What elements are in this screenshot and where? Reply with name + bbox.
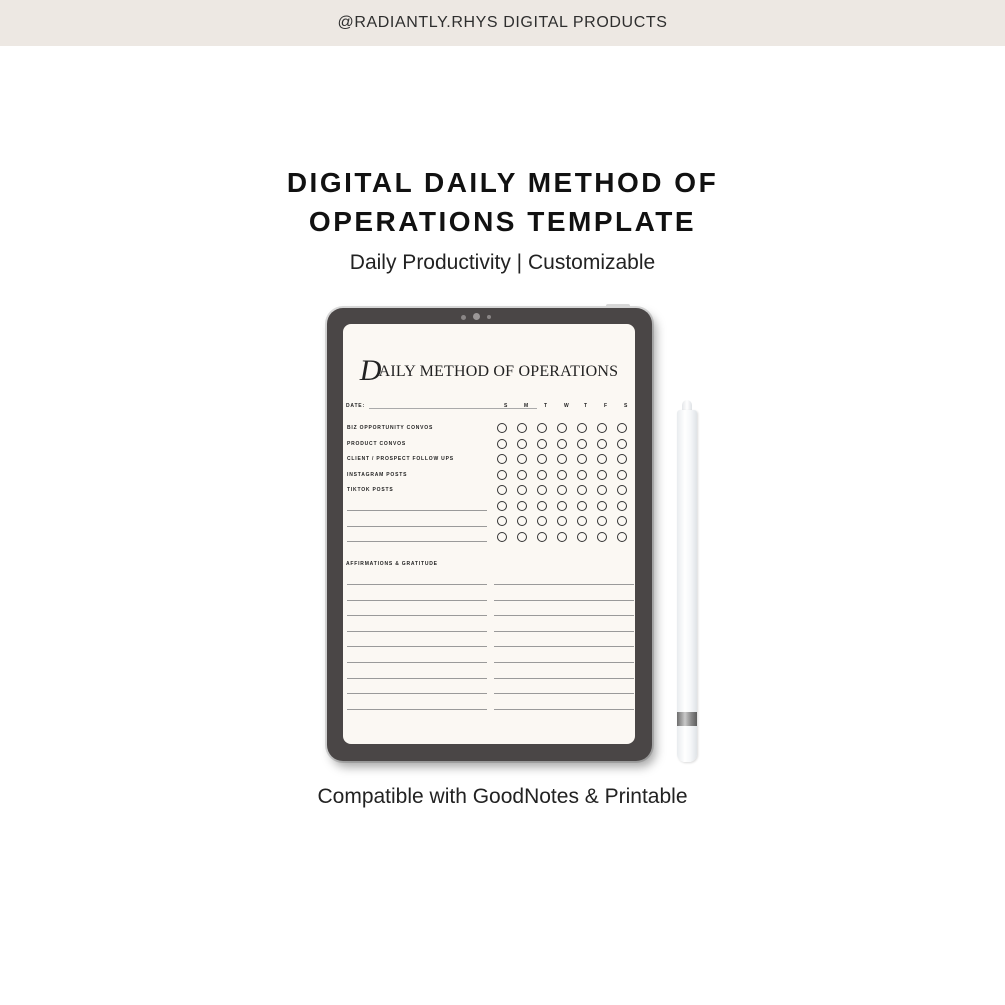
tracker-checkbox[interactable]: [537, 470, 547, 480]
tracker-checkbox[interactable]: [497, 501, 507, 511]
tracker-checkbox[interactable]: [617, 516, 627, 526]
tracker-checkbox[interactable]: [577, 470, 587, 480]
tracker-checkbox[interactable]: [497, 532, 507, 542]
affirmation-line-right: [494, 615, 634, 616]
tracker-checkbox[interactable]: [617, 423, 627, 433]
tracker-checkbox[interactable]: [517, 501, 527, 511]
compatibility-text: Compatible with GoodNotes & Printable: [317, 785, 688, 808]
affirmation-line-left: [347, 631, 487, 632]
tracker-checkbox[interactable]: [577, 516, 587, 526]
tracker-checkbox[interactable]: [557, 439, 567, 449]
tracker-checkbox[interactable]: [617, 485, 627, 495]
affirmation-line-left: [347, 584, 487, 585]
tracker-checkbox[interactable]: [537, 454, 547, 464]
affirmation-line-left: [347, 615, 487, 616]
tracker-checkbox[interactable]: [517, 516, 527, 526]
task-label: INSTAGRAM POSTS: [347, 472, 408, 478]
tracker-checkbox[interactable]: [557, 516, 567, 526]
task-label: CLIENT / PROSPECT FOLLOW UPS: [347, 456, 454, 462]
day-header: S: [504, 403, 509, 409]
tablet-camera-icon: [473, 313, 480, 320]
tracker-checkbox[interactable]: [517, 470, 527, 480]
tracker-checkbox[interactable]: [497, 423, 507, 433]
tracker-checkbox[interactable]: [617, 439, 627, 449]
day-header: T: [584, 403, 588, 409]
tracker-checkbox[interactable]: [597, 516, 607, 526]
tracker-checkbox[interactable]: [577, 454, 587, 464]
tablet-screen: [343, 324, 635, 744]
affirmation-line-right: [494, 709, 634, 710]
tracker-checkbox[interactable]: [597, 439, 607, 449]
tracker-checkbox[interactable]: [577, 532, 587, 542]
day-header: M: [524, 403, 529, 409]
affirmation-line-right: [494, 678, 634, 679]
stylus-pencil: [677, 410, 697, 762]
day-header: F: [604, 403, 608, 409]
tracker-checkbox[interactable]: [577, 439, 587, 449]
affirmations-label: AFFIRMATIONS & GRATITUDE: [346, 561, 438, 567]
affirmation-line-right: [494, 631, 634, 632]
product-subtitle: Daily Productivity | Customizable: [349, 251, 656, 274]
task-label: TIKTOK POSTS: [347, 487, 394, 493]
affirmation-line-right: [494, 646, 634, 647]
task-label: BIZ OPPORTUNITY CONVOS: [347, 425, 434, 431]
tracker-checkbox[interactable]: [537, 501, 547, 511]
planner-title-initial: D: [359, 354, 382, 387]
tablet-sensor-icon: [487, 315, 491, 319]
tracker-checkbox[interactable]: [537, 423, 547, 433]
tracker-checkbox[interactable]: [557, 501, 567, 511]
affirmation-line-left: [347, 600, 487, 601]
tracker-checkbox[interactable]: [597, 454, 607, 464]
tracker-checkbox[interactable]: [497, 470, 507, 480]
tracker-checkbox[interactable]: [597, 532, 607, 542]
tracker-checkbox[interactable]: [557, 485, 567, 495]
date-label: DATE:: [346, 403, 365, 409]
tracker-checkbox[interactable]: [497, 439, 507, 449]
product-title-line-2: OPERATIONS TEMPLATE: [308, 206, 697, 237]
tracker-checkbox[interactable]: [597, 470, 607, 480]
task-label: PRODUCT CONVOS: [347, 441, 406, 447]
tracker-checkbox[interactable]: [537, 516, 547, 526]
affirmation-line-right: [494, 584, 634, 585]
tracker-checkbox[interactable]: [517, 423, 527, 433]
affirmation-line-right: [494, 600, 634, 601]
tracker-checkbox[interactable]: [537, 532, 547, 542]
affirmation-line-left: [347, 709, 487, 710]
tablet-mockup: [327, 308, 652, 761]
tracker-checkbox[interactable]: [517, 485, 527, 495]
tracker-checkbox[interactable]: [557, 532, 567, 542]
tablet-sensor-icon: [461, 315, 466, 320]
planner-title: [343, 354, 635, 388]
pencil-band: [677, 712, 697, 726]
affirmation-line-right: [494, 662, 634, 663]
tracker-checkbox[interactable]: [557, 470, 567, 480]
tracker-checkbox[interactable]: [617, 470, 627, 480]
tracker-checkbox[interactable]: [577, 485, 587, 495]
tracker-checkbox[interactable]: [577, 501, 587, 511]
tracker-checkbox[interactable]: [557, 423, 567, 433]
tracker-checkbox[interactable]: [517, 454, 527, 464]
day-header: W: [564, 403, 570, 409]
tracker-checkbox[interactable]: [617, 501, 627, 511]
tracker-checkbox[interactable]: [537, 439, 547, 449]
tracker-checkbox[interactable]: [597, 501, 607, 511]
affirmation-line-left: [347, 646, 487, 647]
affirmation-line-left: [347, 693, 487, 694]
affirmation-line-left: [347, 662, 487, 663]
tracker-checkbox[interactable]: [497, 485, 507, 495]
tracker-checkbox[interactable]: [557, 454, 567, 464]
day-header: S: [624, 403, 629, 409]
product-title-line-1: DIGITAL DAILY METHOD OF: [286, 167, 719, 198]
tracker-checkbox[interactable]: [617, 532, 627, 542]
top-banner: [0, 0, 1005, 46]
tracker-checkbox[interactable]: [537, 485, 547, 495]
day-header: T: [544, 403, 548, 409]
date-line: [369, 408, 537, 409]
blank-task-line: [347, 526, 487, 527]
blank-task-line: [347, 510, 487, 511]
tracker-checkbox[interactable]: [597, 485, 607, 495]
tracker-checkbox[interactable]: [517, 439, 527, 449]
affirmation-line-left: [347, 678, 487, 679]
affirmation-line-right: [494, 693, 634, 694]
tracker-checkbox[interactable]: [597, 423, 607, 433]
banner-text: @RADIANTLY.RHYS DIGITAL PRODUCTS: [337, 14, 668, 31]
tracker-checkbox[interactable]: [517, 532, 527, 542]
tracker-checkbox[interactable]: [497, 454, 507, 464]
blank-task-line: [347, 541, 487, 542]
tracker-checkbox[interactable]: [617, 454, 627, 464]
planner-title-rest: AILY METHOD OF OPERATIONS: [378, 363, 619, 380]
tracker-checkbox[interactable]: [577, 423, 587, 433]
tracker-checkbox[interactable]: [497, 516, 507, 526]
